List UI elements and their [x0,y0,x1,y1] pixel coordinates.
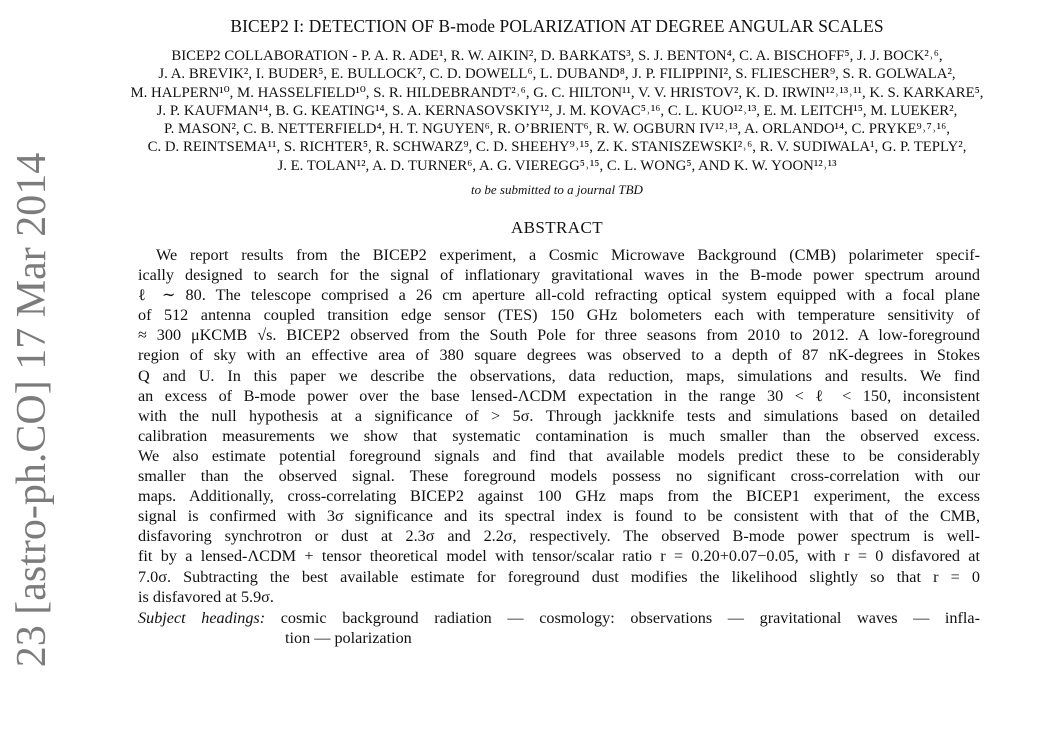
author-line: J. P. KAUFMAN¹⁴, B. G. KEATING¹⁴, S. A. KERNASOVSKIY¹², J. M. KOVAC⁵˒¹⁶, C. L. KUO¹²˒¹³, E. M. LEITCH¹⁵, M. LUEKER², [156,102,958,119]
abstract-line: maps. Additionally, cross-correlating BICEP2 against 100 GHz maps from the BICEP1 experiment, the excess [138,487,980,506]
abstract-line: disfavoring synchrotron or dust at 2.3σ and 2.2σ, respectively. The observed B-mode power spectrum is well- [138,527,980,546]
abstract-line: smaller than the observed signal. These foreground models possess no significant cross-correlation with our [138,467,980,486]
subject-headings [138,608,980,648]
abstract-line: signal is confirmed with 3σ significance and its spectral index is found to be consistent with that of the CMB, [138,507,980,526]
author-line: C. D. REINTSEMA¹¹, S. RICHTER⁵, R. SCHWARZ⁹, C. D. SHEEHY⁹˒¹⁵, Z. K. STANISZEWSKI²˒⁶, R. V. SUDIWALA¹, G. P. TEPLY², [147,139,967,156]
author-line: J. E. TOLAN¹², A. D. TURNER⁶, A. G. VIEREGG⁵˒¹⁵, C. L. WONG⁵, AND K. W. YOON¹²˒¹³ [277,157,837,174]
submission-note: to be submitted to a journal TBD [471,182,643,197]
author-line: P. MASON², C. B. NETTERFIELD⁴, H. T. NGUYEN⁶, R. O’BRIENT⁶, R. W. OGBURN IV¹²˒¹³, A. ORLANDO¹⁴, C. PRYKE⁹˒⁷˒¹⁶, [164,121,950,138]
subject-line: tion — polarization [285,629,412,648]
author-list [60,47,1052,175]
author-line: BICEP2 COLLABORATION - P. A. R. ADE¹, R. W. AIKIN², D. BARKATS³, S. J. BENTON⁴, C. A. BISCHOFF⁵, J. J. BOCK²˒⁶, [171,48,943,64]
author-line: J. A. BREVIK², I. BUDER⁵, E. BULLOCK⁷, C. D. DOWELL⁶, L. DUBAND⁸, J. P. FILIPPINI², S. FLIESCHER⁹, S. R. GOLWALA², [158,66,956,83]
abstract-line: is disfavored at 5.9σ. [138,587,274,606]
abstract-line: fit by a lensed-ΛCDM + tensor theoretical model with tensor/scalar ratio r = 0.20+0.07−0.05, with r = 0 disfavored at [138,547,980,566]
subject-headings-label: Subject headings: [138,609,266,627]
abstract-line: of 512 antenna coupled transition edge sensor (TES) 150 GHz bolometers each with temperature sensitivity of [138,306,980,325]
abstract-heading: ABSTRACT [511,218,603,237]
abstract-line: an excess of B-mode power over the base lensed-ΛCDM expectation in the range 30 < ℓ < 150, inconsistent [138,386,980,405]
subject-headings-text: cosmic background radiation — cosmology: observations — gravitational waves — infla- [280,609,980,627]
abstract-line: Q and U. In this paper we describe the observations, data reduction, maps, simulations and results. We find [138,366,980,385]
abstract-line: 7.0σ. Subtracting the best available estimate for foreground dust modifies the likelihood slightly so that r = 0 [138,567,980,586]
author-line: M. HALPERN¹⁰, M. HASSELFIELD¹⁰, S. R. HILDEBRANDT²˒⁶, G. C. HILTON¹¹, V. V. HRISTOV², K. D. IRWIN¹²˒¹³˒¹¹, K. S. KARKARE⁵, [130,84,984,101]
paper-title: BICEP2 I: DETECTION OF B-mode POLARIZATION AT DEGREE ANGULAR SCALES [230,16,884,36]
abstract-body [138,245,980,607]
abstract-line: We also estimate potential foreground signals and find that available models predict these to be considerably [138,446,980,465]
subject-line [138,608,980,628]
abstract-line: We report results from the BICEP2 experiment, a Cosmic Microwave Background (CMB) polarimeter specif- [156,246,980,264]
abstract-line: ≈ 300 μKCMB √s. BICEP2 observed from the South Pole for three seasons from 2010 to 2012. A low-foreground [138,326,980,345]
abstract-line: with the null hypothesis at a significance of > 5σ. Through jackknife tests and simulations based on detailed [138,406,980,425]
abstract-line: region of sky with an effective area of 380 square degrees was observed to a depth of 87 nK-degrees in Stokes [138,346,980,365]
abstract-line: ℓ ∼ 80. The telescope comprised a 26 cm aperture all-cold refracting optical system equipped with a focal plane [138,286,980,305]
abstract-line: ically designed to search for the signal of inflationary gravitational waves in the B-mode power spectrum around [138,266,980,285]
abstract-line: calibration measurements we show that systematic contamination is much smaller than the observed excess. [138,426,980,445]
arxiv-identifier: 23 [astro-ph.CO] 17 Mar 2014 [9,152,55,668]
